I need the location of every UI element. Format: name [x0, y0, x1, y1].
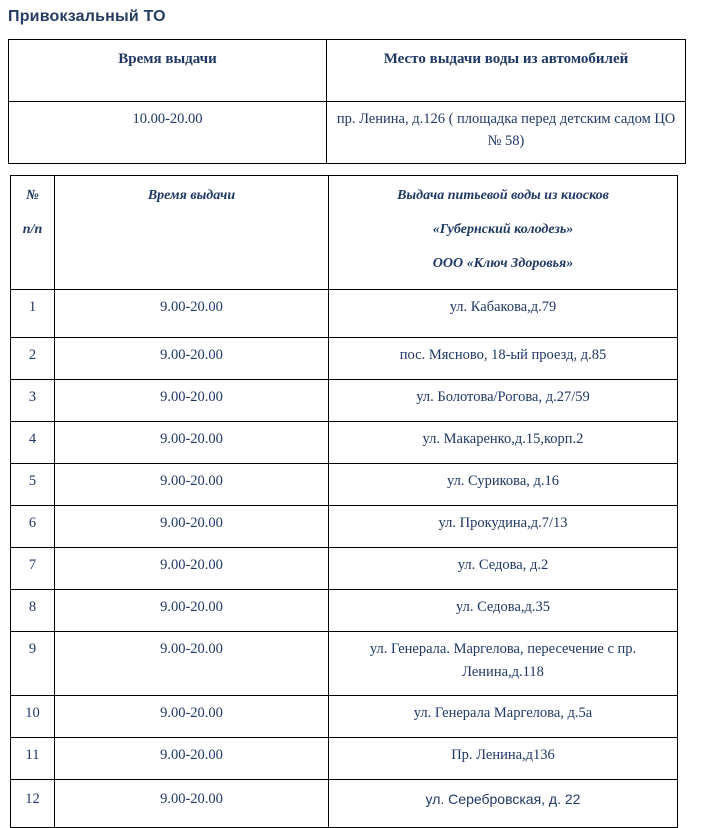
- time-cell: 9.00-20.00: [55, 464, 329, 506]
- address-cell: ул. Седова, д.2: [329, 548, 678, 590]
- row-number-cell: 6: [11, 506, 55, 548]
- time-cell: 9.00-20.00: [55, 506, 329, 548]
- table-row: [11, 290, 678, 338]
- row-number-cell: 7: [11, 548, 55, 590]
- table-row: [11, 422, 678, 464]
- page-title: Привокзальный ТО: [8, 8, 166, 25]
- address-cell: ул. Макаренко,д.15,корп.2: [329, 422, 678, 464]
- time-cell: 9.00-20.00: [55, 738, 329, 780]
- time-cell: 9.00-20.00: [55, 548, 329, 590]
- kiosks-time-column-header: Время выдачи: [55, 176, 329, 290]
- row-number-cell: 10: [11, 696, 55, 738]
- time-cell: 9.00-20.00: [55, 338, 329, 380]
- time-cell: 9.00-20.00: [55, 632, 329, 696]
- address-cell: ул. Генерала Маргелова, д.5а: [329, 696, 678, 738]
- table-row: [11, 338, 678, 380]
- water-trucks-table: [8, 39, 686, 164]
- row-number-cell: 3: [11, 380, 55, 422]
- row-number-cell: 4: [11, 422, 55, 464]
- address-cell: ул. Сурикова, д.16: [329, 464, 678, 506]
- kiosks-title-column-header: Выдача питьевой воды из киосков «Губернский колодезь» ООО «Ключ Здоровья»: [329, 176, 678, 290]
- table-row: [11, 590, 678, 632]
- time-cell: 9.00-20.00: [55, 590, 329, 632]
- row-number-cell: 1: [11, 290, 55, 338]
- address-cell: Пр. Ленина,д136: [329, 738, 678, 780]
- time-cell: 9.00-20.00: [55, 380, 329, 422]
- trucks-place-column-header: Место выдачи воды из автомобилей: [327, 40, 686, 102]
- table-row: [9, 102, 686, 164]
- time-cell: 9.00-20.00: [55, 696, 329, 738]
- row-number-cell: 12: [11, 780, 55, 828]
- time-cell: 9.00-20.00: [55, 290, 329, 338]
- address-cell: ул. Генерала. Маргелова, пересечение с пр. Ленина,д.118: [329, 632, 678, 696]
- row-number-cell: 9: [11, 632, 55, 696]
- water-kiosks-table: [10, 175, 678, 828]
- truck-time-cell: 10.00-20.00: [9, 102, 327, 164]
- row-number-cell: 5: [11, 464, 55, 506]
- address-cell: ул. Прокудина,д.7/13: [329, 506, 678, 548]
- address-cell: ул. Серебровская, д. 22: [329, 780, 678, 828]
- table-row: [11, 780, 678, 828]
- address-cell: ул. Седова,д.35: [329, 590, 678, 632]
- time-cell: 9.00-20.00: [55, 422, 329, 464]
- table-row: [11, 380, 678, 422]
- table-row: [11, 506, 678, 548]
- table-row: [11, 464, 678, 506]
- trucks-time-column-header: Время выдачи: [9, 40, 327, 102]
- table-header-row: [11, 176, 678, 290]
- row-number-cell: 8: [11, 590, 55, 632]
- table-row: [11, 696, 678, 738]
- table-header-row: [9, 40, 686, 102]
- table-row: [11, 632, 678, 696]
- table-row: [11, 738, 678, 780]
- address-cell: ул. Болотова/Рогова, д.27/59: [329, 380, 678, 422]
- address-cell: пос. Мясново, 18-ый проезд, д.85: [329, 338, 678, 380]
- address-cell: ул. Кабакова,д.79: [329, 290, 678, 338]
- time-cell: 9.00-20.00: [55, 780, 329, 828]
- table-row: [11, 548, 678, 590]
- row-number-cell: 2: [11, 338, 55, 380]
- kiosks-number-column-header: № п/п: [11, 176, 55, 290]
- truck-place-cell: пр. Ленина, д.126 ( площадка перед детским садом ЦО № 58): [327, 102, 686, 164]
- row-number-cell: 11: [11, 738, 55, 780]
